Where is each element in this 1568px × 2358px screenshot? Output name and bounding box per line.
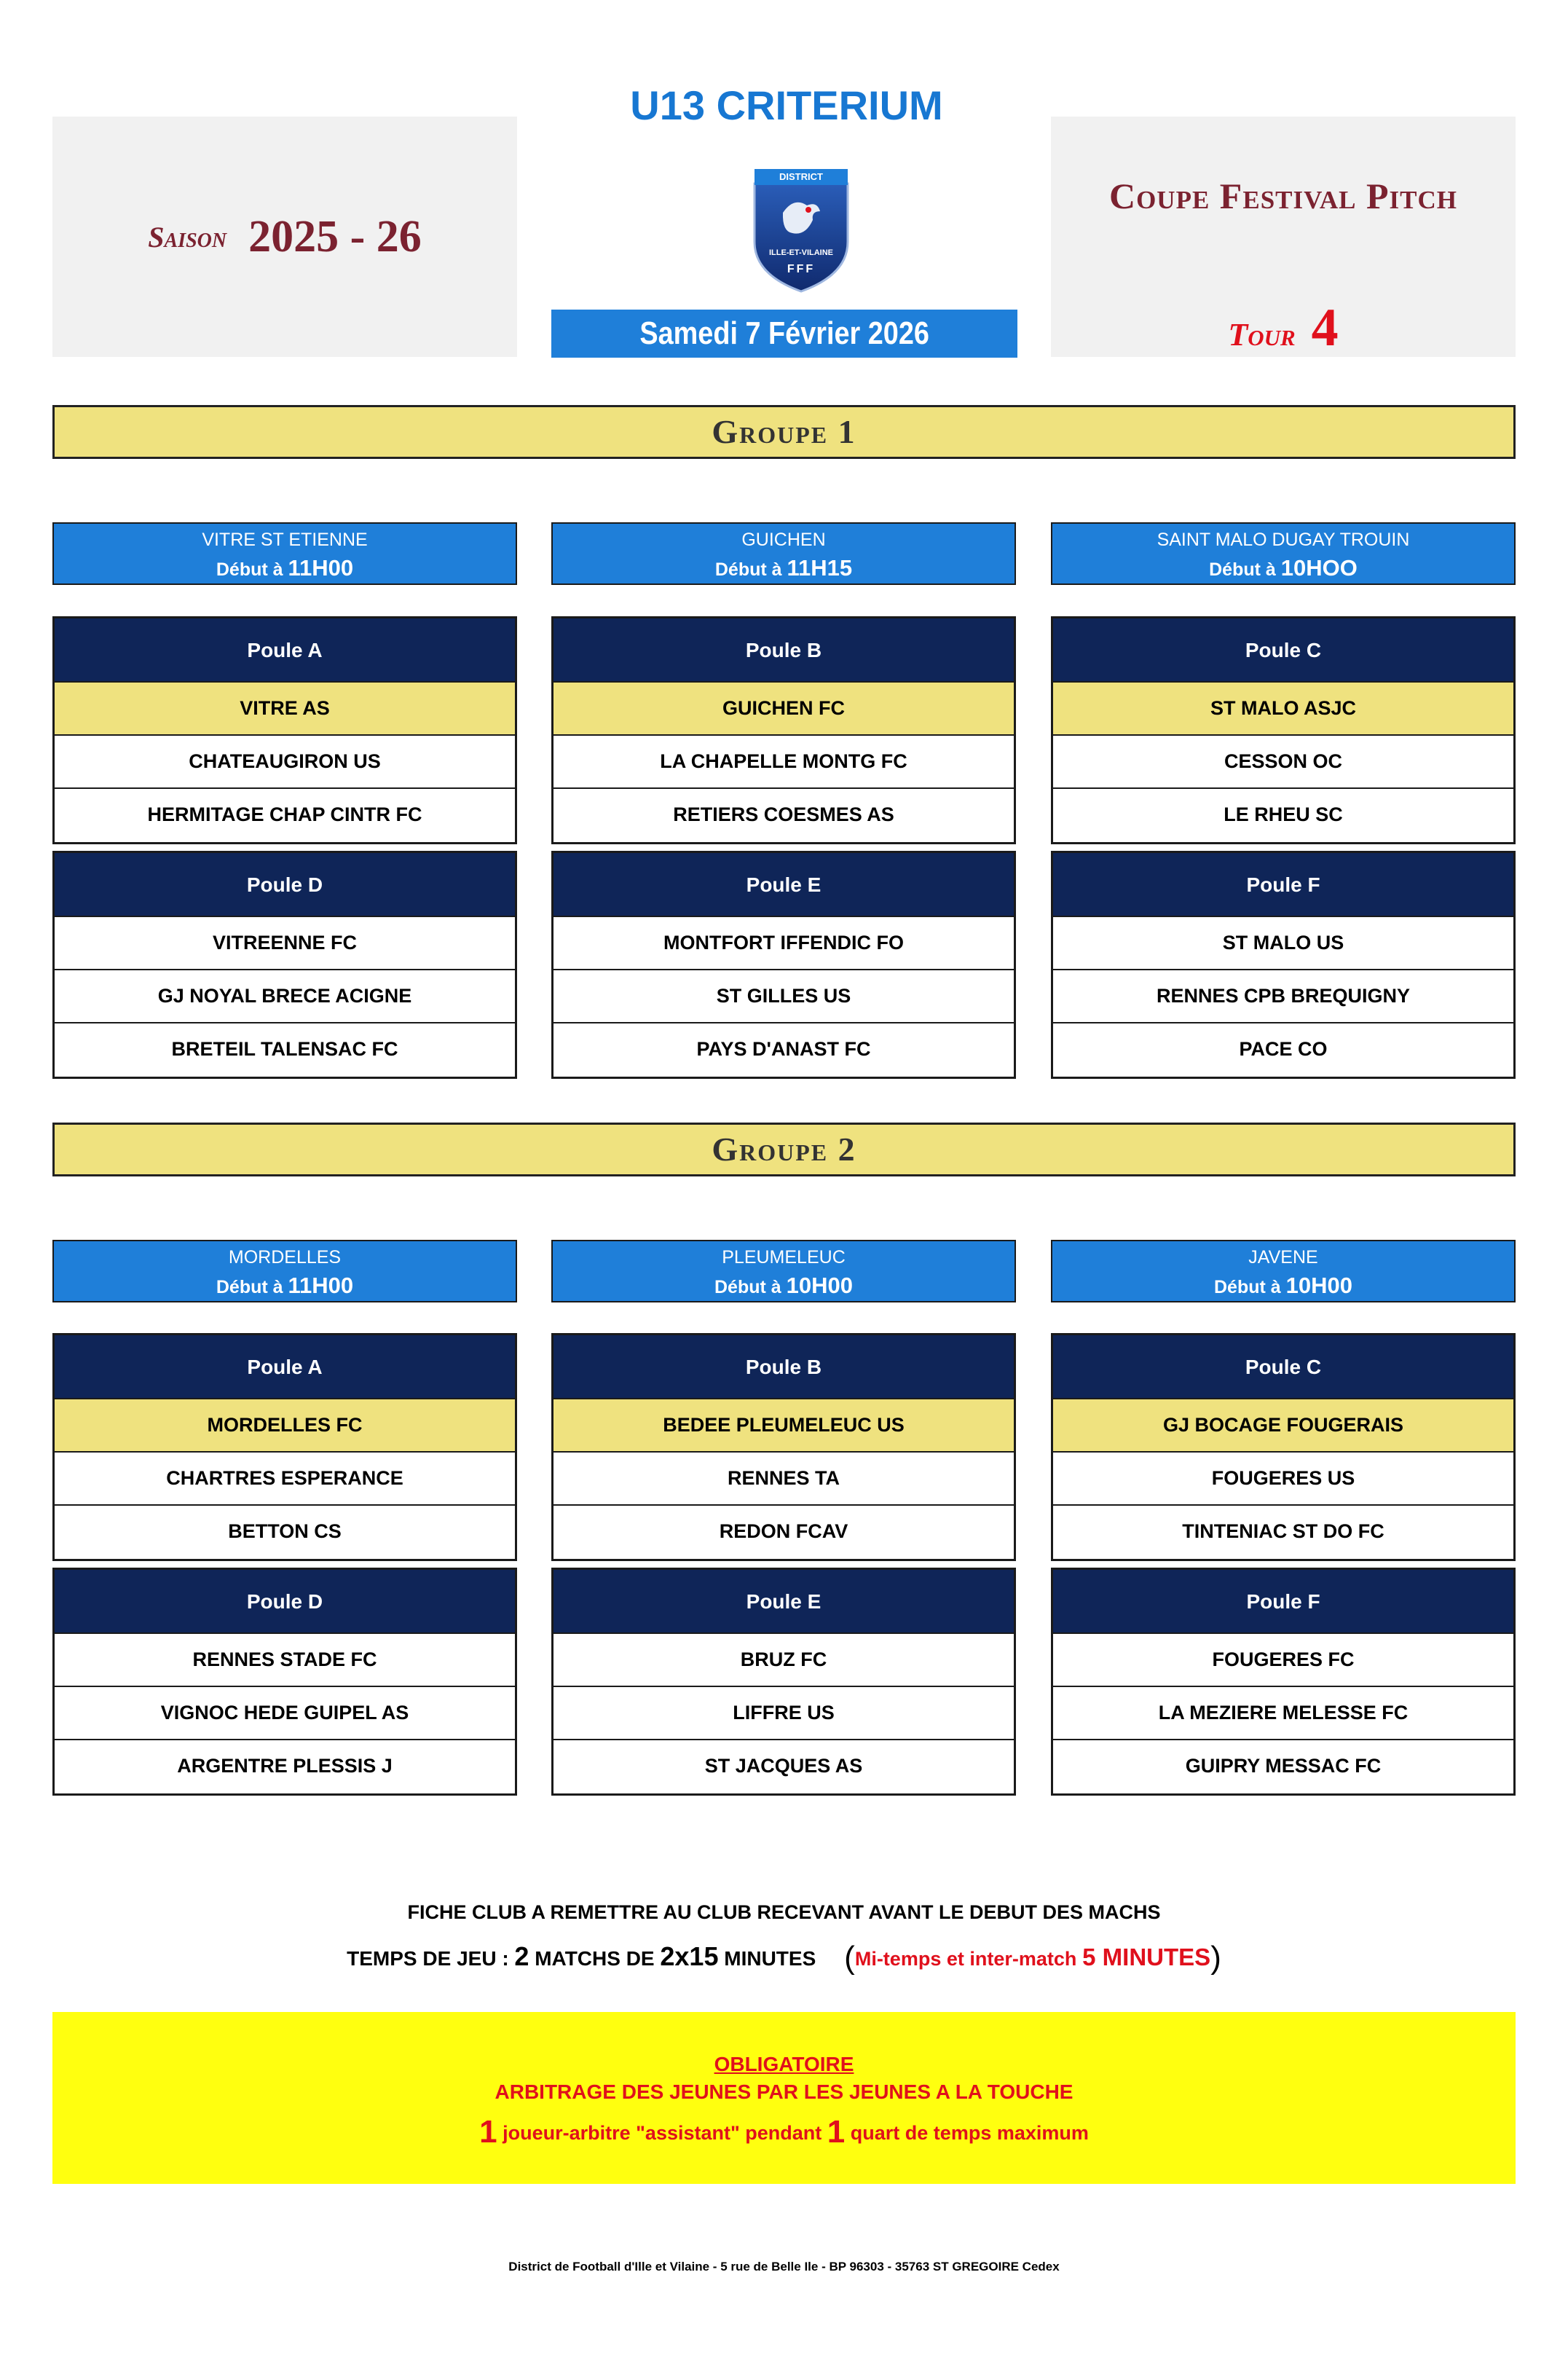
poule-g1-d: [52, 851, 517, 1079]
venue-g2-3: [1051, 1240, 1516, 1302]
matchs-text: MATCHS DE: [535, 1947, 655, 1970]
venue-g2-1: [52, 1240, 517, 1302]
team-row: CHARTRES ESPERANCE: [55, 1453, 515, 1506]
start-time: 10HOO: [1280, 555, 1358, 581]
team-row-host: GJ BOCAGE FOUGERAIS: [1053, 1399, 1513, 1453]
page-title: U13 CRITERIUM: [630, 82, 943, 128]
match-date: [551, 310, 1017, 358]
saison-value: 2025 - 26: [248, 212, 422, 262]
venue-name: VITRE ST ETIENNE: [202, 530, 368, 550]
logo-text-top: DISTRICT: [779, 171, 823, 182]
team-row-host: BEDEE PLEUMELEUC US: [553, 1399, 1014, 1453]
team-row: REDON FCAV: [553, 1506, 1014, 1559]
team-row: RENNES CPB BREQUIGNY: [1053, 970, 1513, 1023]
poule-g1-b: [551, 616, 1016, 844]
start-label: Début à: [1209, 559, 1276, 580]
count-2: 1: [827, 2114, 846, 2150]
team-row: PAYS D'ANAST FC: [553, 1023, 1014, 1077]
team-row: CESSON OC: [1053, 736, 1513, 789]
team-row: LA MEZIERE MELESSE FC: [1053, 1687, 1513, 1740]
team-row: ST GILLES US: [553, 970, 1014, 1023]
venue-g1-1: [52, 522, 517, 585]
team-row: BRUZ FC: [553, 1634, 1014, 1687]
team-row: BETTON CS: [55, 1506, 515, 1559]
team-row: RENNES TA: [553, 1453, 1014, 1506]
temps-label: TEMPS DE JEU :: [347, 1947, 509, 1970]
district-ille-et-vilaine-fff-logo-icon: [750, 169, 852, 293]
poule-g1-a: [52, 616, 517, 844]
team-row: CHATEAUGIRON US: [55, 736, 515, 789]
poule-g2-a: [52, 1333, 517, 1561]
temps-de-jeu: [52, 1940, 1516, 1976]
team-row: HERMITAGE CHAP CINTR FC: [55, 789, 515, 842]
poule-header: Poule C: [1053, 618, 1513, 683]
venue-name: MORDELLES: [228, 1247, 342, 1268]
group-2-header: Groupe 2: [52, 1123, 1516, 1176]
saison-label: Saison: [148, 221, 227, 254]
line2-part-a: joueur-arbitre "assistant" pendant: [503, 2122, 822, 2144]
mi-temps-text: Mi-temps et inter-match: [854, 1948, 1077, 1970]
team-row-host: GUICHEN FC: [553, 683, 1014, 736]
poule-header: Poule F: [1053, 853, 1513, 917]
venue-name: JAVENE: [1248, 1247, 1318, 1268]
team-row: RETIERS COESMES AS: [553, 789, 1014, 842]
poule-header: Poule A: [55, 618, 515, 683]
logo-text-fff: FFF: [787, 263, 816, 275]
poule-header: Poule E: [553, 1570, 1014, 1634]
start-time: 10H00: [786, 1273, 853, 1298]
poule-header: Poule B: [553, 618, 1014, 683]
team-row-host: VITRE AS: [55, 683, 515, 736]
match-date-text: Samedi 7 Février 2026: [639, 315, 929, 351]
team-row: MONTFORT IFFENDIC FO: [553, 917, 1014, 970]
duration-unit: MINUTES: [724, 1947, 816, 1970]
start-label: Début à: [714, 559, 782, 580]
team-row: LIFFRE US: [553, 1687, 1014, 1740]
obligatoire-line1: ARBITRAGE DES JEUNES PAR LES JEUNES A LA TOUCHE: [495, 2080, 1073, 2103]
team-row: TINTENIAC ST DO FC: [1053, 1506, 1513, 1559]
venue-g1-3: [1051, 522, 1516, 585]
start-label: Début à: [216, 1277, 283, 1297]
poule-header: Poule B: [553, 1335, 1014, 1399]
paren-close: ): [1210, 1940, 1221, 1976]
start-label: Début à: [714, 1277, 781, 1297]
footer-address: District de Football d'Ille et Vilaine - 5 rue de Belle Ile - BP 96303 - 35763 ST GREGOIRE Cedex: [508, 2260, 1060, 2273]
poule-g2-b: [551, 1333, 1016, 1561]
poule-header: Poule F: [1053, 1570, 1513, 1634]
team-row: ST JACQUES AS: [553, 1740, 1014, 1793]
team-row: LE RHEU SC: [1053, 789, 1513, 842]
competition-name: Coupe Festival Pitch: [1108, 176, 1458, 216]
team-row: FOUGERES FC: [1053, 1634, 1513, 1687]
poule-header: Poule A: [55, 1335, 515, 1399]
team-row: GJ NOYAL BRECE ACIGNE: [55, 970, 515, 1023]
matchs-count: 2: [514, 1941, 529, 1971]
venue-name: SAINT MALO DUGAY TROUIN: [1157, 530, 1410, 550]
obligatoire-line2: [52, 2114, 1516, 2150]
tour-label: Tour: [1228, 317, 1296, 353]
logo-text-bottom: ILLE-ET-VILAINE: [769, 248, 833, 257]
poule-g2-d: [52, 1568, 517, 1796]
team-row: LA CHAPELLE MONTG FC: [553, 736, 1014, 789]
poule-header: Poule D: [55, 1570, 515, 1634]
poule-header: Poule E: [553, 853, 1014, 917]
venue-g1-2: [551, 522, 1016, 585]
group-1-header: Groupe 1: [52, 405, 1516, 459]
start-time: 11H00: [288, 555, 354, 581]
poule-header: Poule C: [1053, 1335, 1513, 1399]
start-time: 11H00: [288, 1273, 354, 1298]
venue-g2-2: [551, 1240, 1016, 1302]
paren-open: (: [844, 1940, 855, 1976]
obligatoire-box: [52, 2012, 1516, 2184]
duration-count: 2x15: [660, 1941, 719, 1971]
poule-g2-e: [551, 1568, 1016, 1796]
team-row: FOUGERES US: [1053, 1453, 1513, 1506]
saison: [52, 211, 517, 263]
obligatoire-title: OBLIGATOIRE: [714, 2053, 854, 2075]
start-label: Début à: [216, 559, 283, 580]
poule-header: Poule D: [55, 853, 515, 917]
team-row: PACE CO: [1053, 1023, 1513, 1077]
fiche-club-note: FICHE CLUB A REMETTRE AU CLUB RECEVANT AVANT LE DEBUT DES MACHS: [407, 1901, 1161, 1923]
venue-name: GUICHEN: [741, 530, 826, 550]
mi-temps-minutes: 5 MINUTES: [1082, 1944, 1211, 1970]
poule-g1-c: [1051, 616, 1516, 844]
poule-g1-f: [1051, 851, 1516, 1079]
start-label: Début à: [1214, 1277, 1281, 1297]
poule-g2-f: [1051, 1568, 1516, 1796]
venue-name: PLEUMELEUC: [722, 1247, 846, 1268]
team-row-host: ST MALO ASJC: [1053, 683, 1513, 736]
poule-g2-c: [1051, 1333, 1516, 1561]
team-row: VITREENNE FC: [55, 917, 515, 970]
tour: [1051, 297, 1516, 359]
team-row: BRETEIL TALENSAC FC: [55, 1023, 515, 1077]
team-row: RENNES STADE FC: [55, 1634, 515, 1687]
count-1: 1: [479, 2114, 497, 2150]
start-time: 10H00: [1285, 1273, 1352, 1298]
team-row-host: MORDELLES FC: [55, 1399, 515, 1453]
team-row: VIGNOC HEDE GUIPEL AS: [55, 1687, 515, 1740]
team-row: ST MALO US: [1053, 917, 1513, 970]
line2-part-b: quart de temps maximum: [850, 2122, 1089, 2144]
start-time: 11H15: [787, 555, 853, 581]
poule-g1-e: [551, 851, 1016, 1079]
tour-value: 4: [1311, 298, 1339, 358]
team-row: GUIPRY MESSAC FC: [1053, 1740, 1513, 1793]
team-row: ARGENTRE PLESSIS J: [55, 1740, 515, 1793]
